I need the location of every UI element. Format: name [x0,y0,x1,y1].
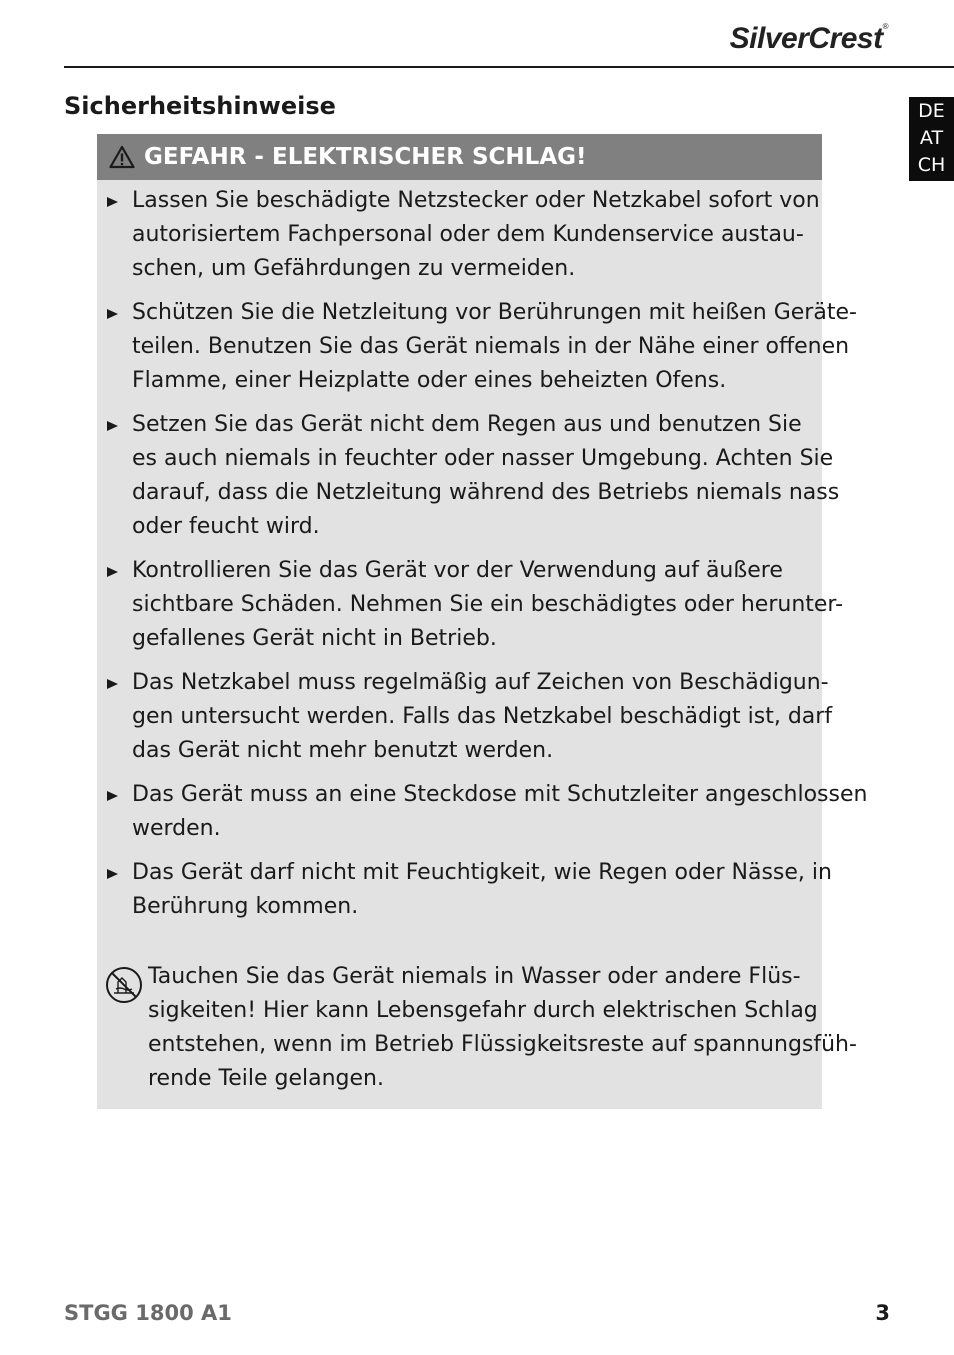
note-text [148,960,857,1096]
bullet-arrow-icon [107,869,118,879]
list-item [97,296,857,398]
item-line: gefallenes Gerät nicht in Betrieb. [132,626,497,651]
item-line: schen, um Gefährdungen zu vermeiden. [132,256,576,281]
list-item [97,856,832,924]
item-line: teilen. Benutzen Sie das Gerät niemals in der Nähe einer offenen [132,334,850,359]
item-line: Berührung kommen. [132,894,359,919]
warning-box [97,134,868,1109]
list-item [97,666,833,768]
note-line: rende Teile gelangen. [148,1066,384,1091]
item-line: Das Gerät muss an eine Steckdose mit Schutzleiter angeschlossen [132,782,868,807]
item-line: darauf, dass die Netzleitung während des Betriebs niemals nass [132,480,840,505]
item-line: Das Gerät darf nicht mit Feuchtigkeit, wie Regen oder Nässe, in [132,860,832,885]
note-line: Tauchen Sie das Gerät niemals in Wasser oder andere Flüs- [148,964,801,989]
item-line: autorisiertem Fachpersonal oder dem Kundenservice austau- [132,222,804,247]
bullet-arrow-icon [107,309,118,319]
language-tab [909,97,954,181]
warning-header [97,134,822,180]
language-at: AT [919,127,944,149]
page-number: 3 [875,1301,890,1325]
registered-mark: ® [882,22,888,31]
warning-list [97,184,868,934]
warning-triangle-icon [109,145,135,169]
item-line: Kontrollieren Sie das Gerät vor der Verwendung auf äußere [132,558,783,583]
bullet-arrow-icon [107,791,118,801]
bullet-arrow-icon [107,421,118,431]
footer-model: STGG 1800 A1 [64,1301,232,1325]
item-line: Das Netzkabel muss regelmäßig auf Zeichen von Beschädigun- [132,670,829,695]
item-line: Schützen Sie die Netzleitung vor Berührungen mit heißen Geräte- [132,300,857,325]
warning-title: GEFAHR - ELEKTRISCHER SCHLAG! [144,144,587,170]
item-line: Setzen Sie das Gerät nicht dem Regen aus und benutzen Sie [132,412,802,437]
header-rule [64,66,954,68]
section-title: Sicherheitshinweise [64,92,336,120]
brand-name: SilverCrest [729,22,883,55]
list-item [97,554,844,656]
language-ch: CH [917,154,946,176]
item-line: Lassen Sie beschädigte Netzstecker oder Netzkabel sofort von [132,188,820,213]
list-item [97,184,822,286]
brand-logo [730,22,888,56]
bullet-arrow-icon [107,679,118,689]
item-line: es auch niemals in feuchter oder nasser Umgebung. Achten Sie [132,446,834,471]
bullet-arrow-icon [107,567,118,577]
no-water-immersion-icon [105,966,143,1004]
note-line: sigkeiten! Hier kann Lebensgefahr durch elektrischen Schlag [148,998,818,1023]
item-line: gen untersucht werden. Falls das Netzkabel beschädigt ist, darf [132,704,833,729]
note-line: entstehen, wenn im Betrieb Flüssigkeitsreste auf spannungsfüh- [148,1032,857,1057]
list-item [97,408,840,544]
item-line: Flamme, einer Heizplatte oder eines beheizten Ofens. [132,368,727,393]
bullet-arrow-icon [107,197,118,207]
list-item [97,778,868,846]
item-line: oder feucht wird. [132,514,320,539]
item-line: werden. [132,816,221,841]
item-line: sichtbare Schäden. Nehmen Sie ein beschädigtes oder herunter- [132,592,844,617]
language-de: DE [918,100,945,122]
item-line: das Gerät nicht mehr benutzt werden. [132,738,554,763]
